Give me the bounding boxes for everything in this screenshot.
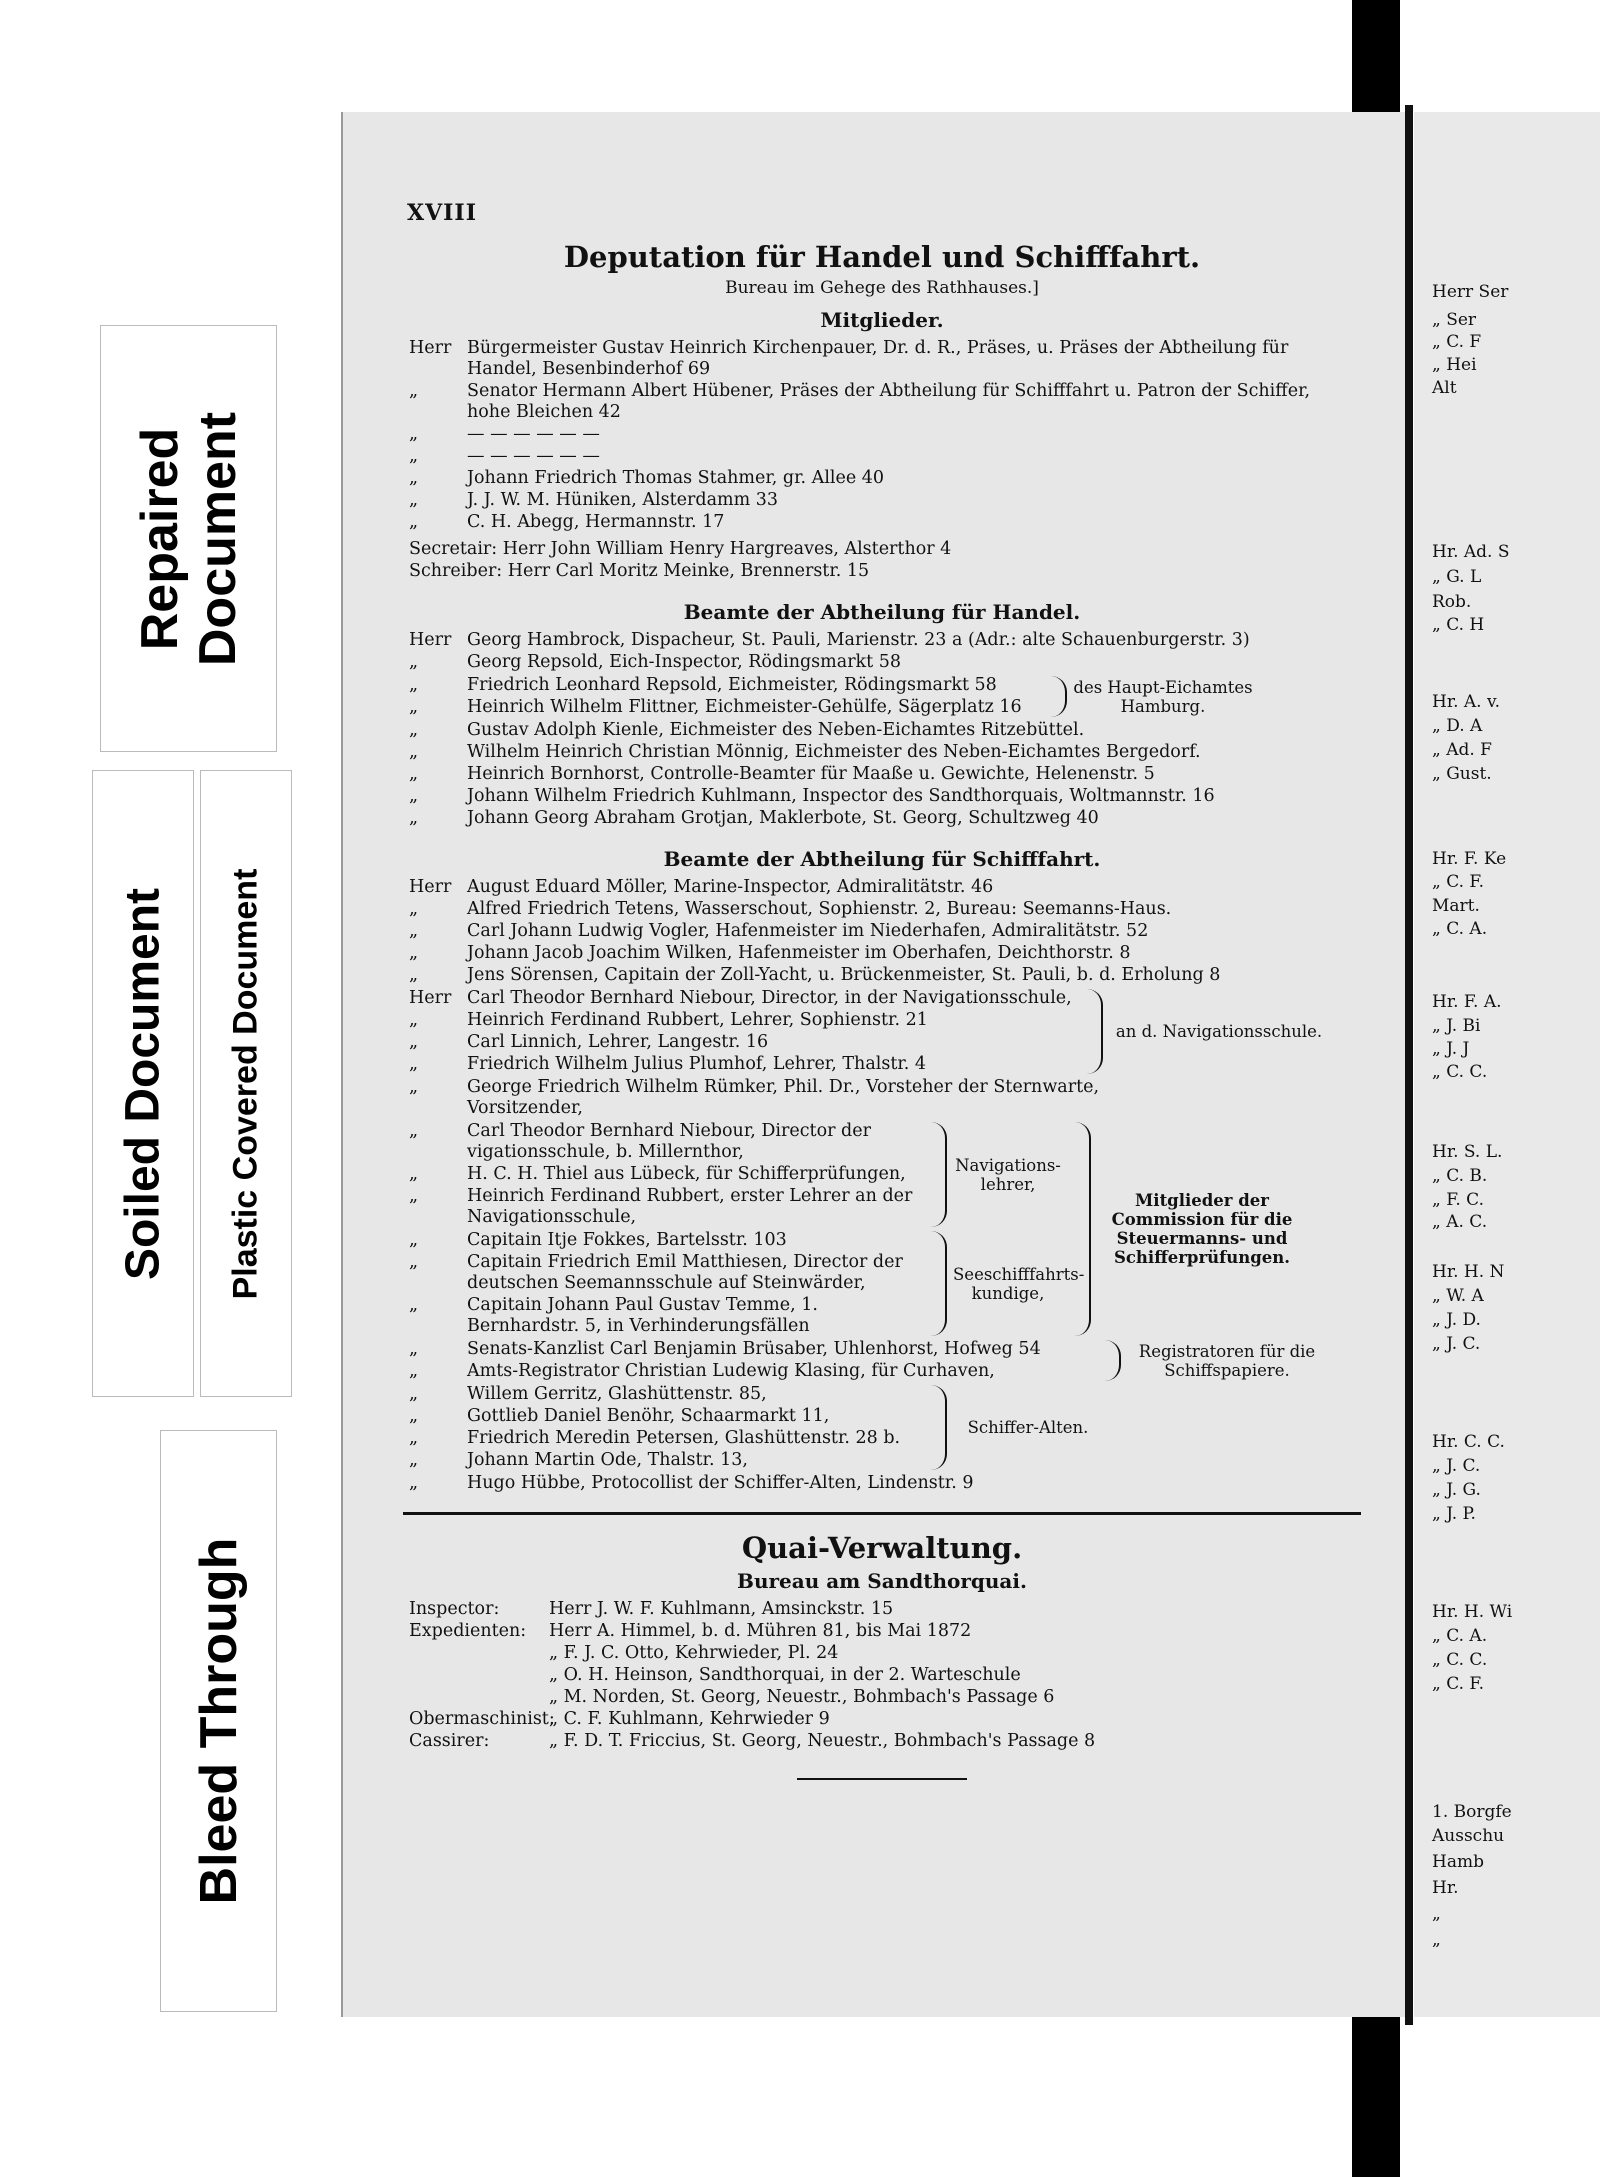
quai-row-label: Inspector: (409, 1599, 500, 1619)
adjacent-page-line: „ J. J (1432, 1039, 1470, 1059)
adjacent-page-line: „ C. F (1432, 332, 1482, 352)
list-item-prefix: „ (409, 1032, 419, 1052)
list-item-prefix: „ (409, 1186, 419, 1206)
list-item (409, 675, 1049, 696)
repaired-document-label (100, 325, 277, 752)
list-item (409, 512, 1355, 533)
list-item-text: — — — — — — (467, 424, 600, 444)
brace-mark (1087, 989, 1103, 1074)
brace-mark (931, 1122, 947, 1227)
examination-commission (409, 1120, 1355, 1338)
list-item-prefix: „ (409, 921, 419, 941)
exam-group-captains (409, 1229, 1085, 1338)
list-item-text: Gottlieb Daniel Benöhr, Schaarmarkt 11, (467, 1406, 830, 1426)
list-item: „ Hugo Hübbe, Protocollist der Schiffer-Alten, Lindenstr. 9 (409, 1473, 974, 1493)
list-item-prefix: „ (409, 786, 419, 806)
list-item-text: Willem Gerritz, Glashüttenstr. 85, (467, 1384, 767, 1404)
section-divider (403, 1512, 1361, 1515)
adjacent-page-line: „ Ser (1432, 310, 1477, 330)
quai-row (409, 1687, 1355, 1708)
navigation-school-note: an d. Navigationsschule. (1115, 1022, 1323, 1041)
brace-mark (931, 1231, 947, 1336)
quai-row-label (409, 1643, 549, 1664)
list-item-prefix: „ (409, 1054, 419, 1074)
brace-mark (931, 1385, 947, 1470)
list-item (409, 1121, 929, 1163)
repaired-document-text: Repaired Document (130, 411, 247, 666)
list-item-text: — — — — — — (467, 446, 600, 466)
list-item: „ George Friedrich Wilhelm Rümker, Phil. Dr., Vorsteher der Sternwarte, Vorsitzender, (409, 1077, 1100, 1118)
quai-row (409, 1621, 1355, 1642)
shipping-list (409, 877, 1355, 986)
deputation-subtitle: Bureau im Gehege des Rathhauses.] (725, 278, 1039, 298)
adjacent-page-line: Hr. F. Ke (1432, 849, 1507, 869)
list-item (409, 1384, 929, 1405)
list-item-text: Wilhelm Heinrich Christian Mönnig, Eichmeister des Neben-Eichamtes Bergedorf. (467, 742, 1201, 762)
list-item-prefix: „ (409, 1428, 419, 1448)
list-item-text: Senator Hermann Albert Hübener, Präses der Abtheilung für Schifffahrt u. Patron der Schiffer, hohe Bleichen 42 (467, 381, 1311, 422)
list-item-prefix: „ (409, 675, 419, 695)
quai-row-label (409, 1687, 549, 1708)
adjacent-page-line: „ Gust. (1432, 764, 1492, 784)
list-item: Herr Georg Hambrock, Dispacheur, St. Pauli, Marienstr. 23 a (Adr.: alte Schauenburgerstr. 3) (409, 630, 1250, 650)
list-item (409, 697, 1049, 718)
list-item-prefix: „ (409, 490, 419, 510)
adjacent-page-fragment (1414, 112, 1600, 2017)
list-item (409, 1339, 1103, 1360)
adjacent-page-line: „ C. H (1432, 615, 1485, 635)
quai-row-text: „ O. H. Heinson, Sandthorquai, in der 2. Warteschule (549, 1665, 1021, 1685)
list-item-text: Heinrich Ferdinand Rubbert, Lehrer, Sophienstr. 21 (467, 1010, 928, 1030)
list-item-prefix: „ (409, 1230, 419, 1250)
list-item-text: Carl Linnich, Lehrer, Langestr. 16 (467, 1032, 769, 1052)
list-item-text: Johann Friedrich Thomas Stahmer, gr. Allee 40 (467, 468, 885, 488)
quai-row-text: „ F. J. C. Otto, Kehrwieder, Pl. 24 (549, 1643, 839, 1663)
list-item (409, 1186, 929, 1228)
deputation-title: Deputation für Handel und Schifffahrt. (563, 240, 1201, 274)
adjacent-page-line: Hr. H. Wi (1432, 1602, 1513, 1622)
list-item-text: Heinrich Wilhelm Flittner, Eichmeister-Gehülfe, Sägerplatz 16 (467, 697, 1022, 717)
list-item-prefix: „ (409, 1339, 419, 1359)
list-item-text: Friedrich Meredin Petersen, Glashüttenstr. 28 b. (467, 1428, 901, 1448)
soiled-document-label (92, 770, 194, 1397)
quai-row (409, 1709, 1355, 1730)
list-item-prefix: „ (409, 808, 419, 828)
list-item-prefix: „ (409, 1361, 419, 1381)
adjacent-page-line: „ J. D. (1432, 1310, 1481, 1330)
list-item-prefix: „ (409, 899, 419, 919)
list-item (409, 1406, 929, 1427)
list-item-prefix: „ (409, 468, 419, 488)
list-item (409, 965, 1355, 986)
list-item (409, 1428, 929, 1449)
quai-row (409, 1643, 1355, 1664)
adjacent-page-line: „ J. Bi (1432, 1016, 1481, 1036)
adjacent-page-line: Hr. A. v. (1432, 692, 1500, 712)
list-item-prefix: Herr (409, 338, 452, 358)
list-item-text: Alfred Friedrich Tetens, Wasserschout, Sophienstr. 2, Bureau: Seemanns-Haus. (467, 899, 1172, 919)
list-item-prefix: Herr (409, 877, 452, 897)
list-item-text: Carl Theodor Bernhard Niebour, Director der vigationsschule, b. Millernthor, (467, 1121, 871, 1162)
quai-row (409, 1665, 1355, 1686)
exam-group-captains-note: Seeschifffahrts-kundige, (953, 1264, 1085, 1303)
adjacent-page-line: Hr. H. N (1432, 1262, 1505, 1282)
binding-gutter (1405, 105, 1413, 2025)
list-item-text: Capitain Itje Fokkes, Bartelsstr. 103 (467, 1230, 787, 1250)
trade-heading: Beamte der Abtheilung für Handel. (683, 600, 1081, 624)
adjacent-page-line: 1. Borgfe (1432, 1802, 1512, 1822)
elders-note: Schiffer-Alten. (967, 1418, 1089, 1437)
list-item (409, 720, 1355, 741)
adjacent-page-line: „ D. A (1432, 716, 1483, 736)
list-item-text: Gustav Adolph Kienle, Eichmeister des Neben-Eichamtes Ritzebüttel. (467, 720, 1085, 740)
brace-mark (1105, 1340, 1121, 1381)
document-page (343, 112, 1405, 2017)
adjacent-page-line: „ W. A (1432, 1286, 1484, 1306)
list-item-text: Capitain Friedrich Emil Matthiesen, Director der deutschen Seemannsschule auf Steinwärder, (467, 1252, 903, 1293)
list-item-prefix: „ (409, 720, 419, 740)
brace-mark (1075, 1122, 1091, 1336)
adjacent-page-line: „ J. C. (1432, 1334, 1481, 1354)
adjacent-page-line: Hr. S. L. (1432, 1142, 1503, 1162)
list-item-text: Johann Martin Ode, Thalstr. 13, (467, 1450, 748, 1470)
list-item (409, 468, 1355, 489)
list-item-prefix: „ (409, 742, 419, 762)
navigation-school-group (409, 987, 1355, 1076)
list-item-prefix: „ (409, 1121, 419, 1141)
exam-group-teachers-note: Navigations-lehrer, (955, 1155, 1061, 1194)
list-item: „ Georg Repsold, Eich-Inspector, Rödingsmarkt 58 (409, 652, 902, 672)
list-item-prefix: „ (409, 697, 419, 717)
list-item-text: Amts-Registrator Christian Ludewig Klasing, für Curhaven, (467, 1361, 995, 1381)
adjacent-page-line: „ C. A. (1432, 1626, 1488, 1646)
adjacent-page-line: „ C. F. (1432, 1674, 1484, 1694)
brace-mark (1051, 676, 1067, 717)
adjacent-page-line: „ (1432, 1930, 1441, 1950)
list-item (409, 1164, 929, 1185)
binding-clip-top (1352, 0, 1400, 112)
list-item (409, 424, 1355, 445)
adjacent-page-line: „ Ad. F (1432, 740, 1492, 760)
adjacent-page-line: Hr. (1432, 1878, 1459, 1898)
quai-row-label: Obermaschinist: (409, 1709, 555, 1729)
secretary-line: Secretair: Herr John William Henry Hargreaves, Alsterthor 4 (409, 539, 952, 559)
list-item (409, 490, 1355, 511)
list-item-prefix: „ (409, 381, 419, 401)
list-item-text: Heinrich Ferdinand Rubbert, erster Lehrer an der Navigationsschule, (467, 1186, 913, 1227)
adjacent-page-line: „ C. F. (1432, 872, 1484, 892)
list-item-prefix: „ (409, 1406, 419, 1426)
quai-row-label: Cassirer: (409, 1731, 490, 1751)
list-item (409, 381, 1355, 423)
adjacent-page-line: Herr Ser (1432, 282, 1509, 302)
quai-list (409, 1599, 1355, 1752)
bleed-through-label (160, 1430, 277, 2012)
adjacent-page-line: Rob. (1432, 592, 1472, 612)
list-item (409, 1032, 1085, 1053)
adjacent-page-line: Mart. (1432, 896, 1480, 916)
list-item (409, 1295, 929, 1337)
list-item (409, 1230, 929, 1251)
members-heading: Mitglieder. (820, 308, 944, 332)
adjacent-page-line: „ J. P. (1432, 1504, 1476, 1524)
list-item-prefix: Herr (409, 988, 452, 1008)
end-rule (797, 1778, 967, 1780)
page-number: XVIII (407, 200, 478, 226)
list-item-text: Capitain Johann Paul Gustav Temme, 1. Bernhardstr. 5, in Verhinderungsfällen (467, 1295, 818, 1336)
clerk-line: Schreiber: Herr Carl Moritz Meinke, Brennerstr. 15 (409, 561, 870, 581)
adjacent-page-line: Alt (1432, 378, 1457, 398)
adjacent-page-line: Hr. C. C. (1432, 1432, 1505, 1452)
list-item (409, 943, 1355, 964)
adjacent-page-line: „ Hei (1432, 355, 1477, 375)
list-item (409, 1010, 1085, 1031)
adjacent-page-line: „ C. C. (1432, 1062, 1488, 1082)
list-item-text: Johann Wilhelm Friedrich Kuhlmann, Inspector des Sandthorquais, Woltmannstr. 16 (467, 786, 1215, 806)
list-item-text: Johann Georg Abraham Grotjan, Maklerbote, St. Georg, Schultzweg 40 (467, 808, 1099, 828)
quai-row-text: Herr A. Himmel, b. d. Mühren 81, bis Mai 1872 (549, 1621, 972, 1641)
adjacent-page-line: „ G. L (1432, 567, 1482, 587)
exam-commission-note: Mitglieder der Commission für die Steuermanns- und Schifferprüfungen. (1111, 1191, 1293, 1267)
list-item (409, 921, 1355, 942)
list-item-prefix: „ (409, 965, 419, 985)
list-item (409, 764, 1355, 785)
bleed-through-text: Bleed Through (189, 1537, 248, 1905)
list-item-prefix: „ (409, 1450, 419, 1470)
list-item (409, 742, 1355, 763)
list-item-text: Friedrich Leonhard Repsold, Eichmeister, Rödingsmarkt 58 (467, 675, 997, 695)
adjacent-page-line: „ J. C. (1432, 1456, 1481, 1476)
plastic-covered-text: Plastic Covered Document (226, 868, 265, 1299)
adjacent-page-line: „ C. C. (1432, 1650, 1488, 1670)
adjacent-page-line: „ F. C. (1432, 1190, 1484, 1210)
list-item-text: Bürgermeister Gustav Heinrich Kirchenpauer, Dr. d. R., Präses, u. Präses der Abtheilung für Handel, Besenbinderhof 69 (467, 338, 1289, 379)
adjacent-page-line: „ C. B. (1432, 1166, 1488, 1186)
list-item (409, 1252, 929, 1294)
quai-row-label (409, 1665, 549, 1686)
list-item-text: J. J. W. M. Hüniken, Alsterdamm 33 (467, 490, 779, 510)
list-item (409, 786, 1355, 807)
soiled-document-text: Soiled Document (116, 887, 170, 1280)
members-list (409, 338, 1355, 533)
list-item-text: Carl Johann Ludwig Vogler, Hafenmeister im Niederhafen, Admiralitätstr. 52 (467, 921, 1149, 941)
list-item (409, 1450, 929, 1471)
binding-clip-bottom (1352, 2017, 1400, 2177)
adjacent-page-line: „ J. G. (1432, 1480, 1481, 1500)
list-item (409, 1054, 1085, 1075)
exam-group-teachers (409, 1120, 1073, 1229)
list-item-text: Friedrich Wilhelm Julius Plumhof, Lehrer, Thalstr. 4 (467, 1054, 927, 1074)
adjacent-page-line: „ C. A. (1432, 919, 1488, 939)
adjacent-page-line: „ A. C. (1432, 1212, 1488, 1232)
trade-list (409, 720, 1355, 829)
list-item-prefix: „ (409, 1164, 419, 1184)
quai-row (409, 1731, 1355, 1752)
list-item-prefix: „ (409, 1252, 419, 1272)
adjacent-page-line: Ausschu (1432, 1826, 1505, 1846)
quai-row-text: Herr J. W. F. Kuhlmann, Amsinckstr. 15 (549, 1599, 894, 1619)
adjacent-page-line: Hamb (1432, 1852, 1484, 1872)
adjacent-page-line: Hr. Ad. S (1432, 542, 1510, 562)
list-item-prefix: „ (409, 1010, 419, 1030)
registrar-note: Registratoren für die Schiffspapiere. (1138, 1341, 1316, 1380)
list-item (409, 446, 1355, 467)
quai-row-text: „ C. F. Kuhlmann, Kehrwieder 9 (549, 1709, 830, 1729)
list-item (409, 899, 1355, 920)
list-item (409, 988, 1085, 1009)
plastic-covered-label (200, 770, 292, 1397)
list-item-text: Senats-Kanzlist Carl Benjamin Brüsaber, Uhlenhorst, Hofweg 54 (467, 1339, 1041, 1359)
list-item-prefix: „ (409, 446, 419, 466)
list-item-text: Jens Sörensen, Capitain der Zoll-Yacht, u. Brückenmeister, St. Pauli, b. d. Erholung 8 (467, 965, 1221, 985)
list-item-prefix: „ (409, 512, 419, 532)
list-item-prefix: „ (409, 764, 419, 784)
quai-title: Quai-Verwaltung. (741, 1531, 1023, 1565)
list-item-prefix: „ (409, 424, 419, 444)
list-item-text: Heinrich Bornhorst, Controlle-Beamter für Maaße u. Gewichte, Helenenstr. 5 (467, 764, 1155, 784)
shipping-heading: Beamte der Abtheilung für Schifffahrt. (663, 847, 1101, 871)
elders-group (409, 1383, 1355, 1472)
adjacent-page-line: „ (1432, 1904, 1441, 1924)
page-content (409, 232, 1355, 1780)
list-item (409, 808, 1355, 829)
registrar-group (409, 1338, 1355, 1383)
adjacent-page-line: Hr. F. A. (1432, 992, 1502, 1012)
eichamt-group (409, 674, 1355, 719)
eichamt-note: des Haupt-Eichamtes Hamburg. (1073, 677, 1253, 716)
list-item (409, 1361, 1103, 1382)
list-item-prefix: „ (409, 943, 419, 963)
quai-subtitle: Bureau am Sandthorquai. (737, 1569, 1027, 1593)
list-item-text: C. H. Abegg, Hermannstr. 17 (467, 512, 725, 532)
list-item-text: Carl Theodor Bernhard Niebour, Director, in der Navigationsschule, (467, 988, 1072, 1008)
quai-row-label: Expedienten: (409, 1621, 527, 1641)
list-item-prefix: „ (409, 1384, 419, 1404)
list-item (409, 338, 1355, 380)
list-item-text: Johann Jacob Joachim Wilken, Hafenmeister im Oberhafen, Deichthorstr. 8 (467, 943, 1131, 963)
list-item-text: August Eduard Möller, Marine-Inspector, Admiralitätstr. 46 (467, 877, 994, 897)
quai-row (409, 1599, 1355, 1620)
list-item (409, 877, 1355, 898)
list-item-text: H. C. H. Thiel aus Lübeck, für Schifferprüfungen, (467, 1164, 906, 1184)
list-item-prefix: „ (409, 1295, 419, 1315)
quai-row-text: „ F. D. T. Friccius, St. Georg, Neuestr., Bohmbach's Passage 8 (549, 1731, 1096, 1751)
quai-row-text: „ M. Norden, St. Georg, Neuestr., Bohmbach's Passage 6 (549, 1687, 1055, 1707)
